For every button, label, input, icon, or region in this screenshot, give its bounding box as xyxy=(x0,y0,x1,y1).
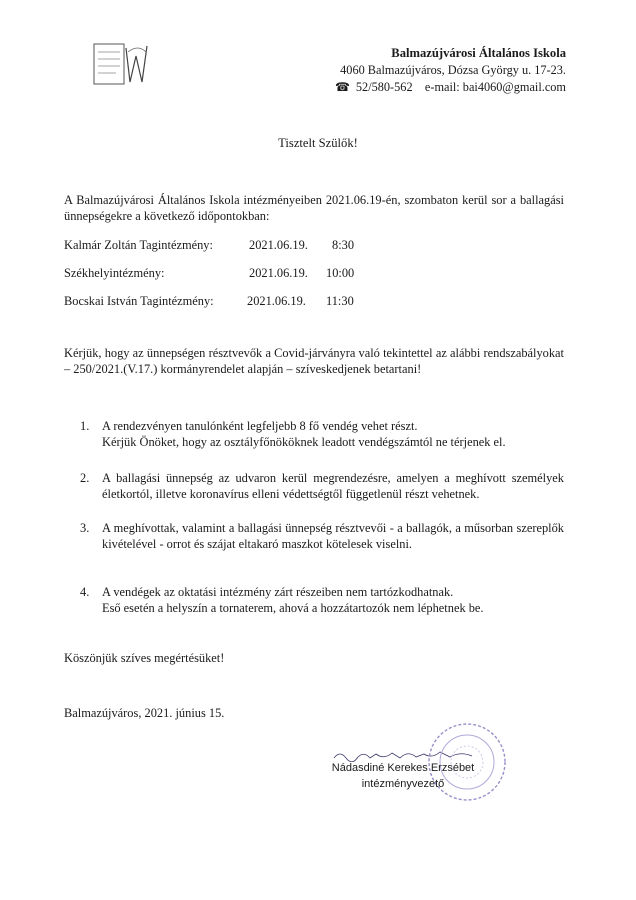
rule-number: 1. xyxy=(80,419,90,433)
rule-item xyxy=(80,418,564,450)
schedule-location: Bocskai István Tagintézmény: xyxy=(64,294,214,308)
signer-title: intézményvezető xyxy=(361,778,445,790)
rule-number: 4. xyxy=(80,585,90,599)
schedule-date: 2021.06.19. xyxy=(249,266,308,280)
email-address: bai4060@gmail.com xyxy=(462,80,566,94)
schedule-date: 2021.06.19. xyxy=(249,238,308,252)
intro-paragraph: A Balmazújvárosi Általános Iskola intézményeiben 2021.06.19-én, szombaton kerül sor a ballagási ünnepségekre a következő időpontokban: xyxy=(64,193,564,223)
rule-item xyxy=(80,470,564,502)
rule-number: 3. xyxy=(80,521,90,535)
letterhead xyxy=(335,45,566,96)
schedule-date: 2021.06.19. xyxy=(247,294,306,308)
salutation: Tisztelt Szülők! xyxy=(278,136,358,150)
rule-line: A ballagási ünnepség az udvaron kerül megrendezésre, amelyen a meghívott személyek életkortól, illetve koronavírus elleni védettségtől függetlenül részt vehetnek. xyxy=(102,471,564,501)
request-paragraph: Kérjük, hogy az ünnepségen résztvevők a Covid-járványra való tekintettel az alábbi rendszabályokat – 250/2021.(V.17.) kormányrendelet alapján – szíveskedjenek betartani! xyxy=(64,346,564,376)
rule-line: A rendezvényen tanulónként legfeljebb 8 fő vendég vehet részt. xyxy=(102,419,418,433)
schedule-location: Székhelyintézmény: xyxy=(64,266,165,280)
schedule-time: 8:30 xyxy=(332,238,355,252)
schedule-location: Kalmár Zoltán Tagintézmény: xyxy=(64,238,213,252)
rule-line: A meghívottak, valamint a ballagási ünnepség résztvevői - a ballagók, a műsorban szereplők kivételével - orrot és szájat eltakaró maszkot kötelesek viselni. xyxy=(102,521,564,551)
signer-block xyxy=(318,760,488,792)
school-address: 4060 Balmazújváros, Dózsa György u. 17-23. xyxy=(340,63,566,77)
school-logo xyxy=(92,42,150,88)
contact-line xyxy=(335,79,566,96)
rule-item xyxy=(80,584,564,616)
school-name: Balmazújvárosi Általános Iskola xyxy=(391,46,566,60)
telephone-icon: ☎ xyxy=(334,80,350,94)
rule-line: Eső esetén a helyszín a tornaterem, ahová a hozzátartozók nem léphetnek be. xyxy=(102,601,484,615)
place-and-date: Balmazújváros, 2021. június 15. xyxy=(64,706,225,720)
email-label: e-mail: xyxy=(424,80,460,94)
schedule-time: 11:30 xyxy=(326,294,354,308)
rule-number: 2. xyxy=(80,471,90,485)
phone-number: 52/580-562 xyxy=(355,80,413,94)
closing-thanks: Köszönjük szíves megértésüket! xyxy=(64,651,225,665)
rule-item xyxy=(80,520,564,552)
signer-name: Nádasdiné Kerekes Erzsébet xyxy=(331,762,475,774)
rule-line: A vendégek az oktatási intézmény zárt részeiben nem tartózkodhatnak. xyxy=(102,585,454,599)
schedule-time: 10:00 xyxy=(326,266,355,280)
rule-line: Kérjük Önöket, hogy az osztályfőnököknek leadott vendégszámtól ne térjenek el. xyxy=(102,435,506,449)
